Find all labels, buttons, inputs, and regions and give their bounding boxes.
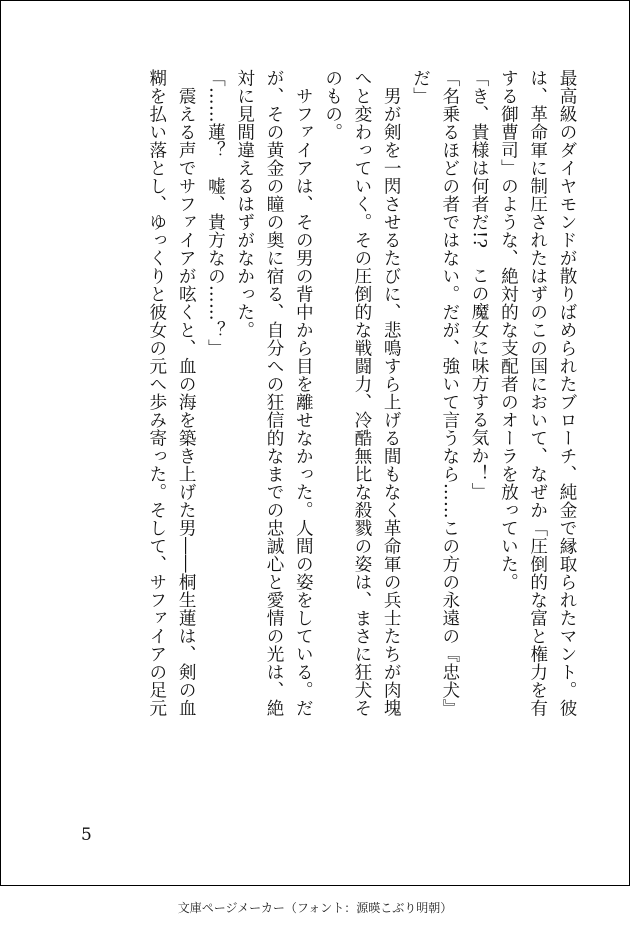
text-line: が、その黄金の瞳の奥に宿る、自分への狂信的なまでの忠誠心と愛情の光は、絶 bbox=[264, 69, 285, 717]
text-line: 最高級のダイヤモンドが散りばめられたブローチ、純金で縁取られたマント。彼 bbox=[557, 69, 577, 717]
text-line: は、革命軍に制圧されたはずのこの国において、なぜか「圧倒的な富と権力を有 bbox=[527, 69, 548, 717]
text-line: 糊を払い落とし、ゆっくりと彼女の元へ歩み寄った。そして、サファイアの足元 bbox=[146, 69, 167, 717]
text-line: 「……蓮？ 嘘、貴方なの……？」 bbox=[205, 69, 226, 357]
text-line: へと変わっていく。その圧倒的な戦闘力、冷酷無比な殺戮の姿は、まさに狂犬そ bbox=[351, 69, 372, 717]
text-line: 「き、貴様は何者だ!? この魔女に味方する気か！」 bbox=[469, 69, 490, 501]
text-line: 男が剣を一閃させるたびに、悲鳴すら上げる間もなく革命軍の兵士たちが肉塊 bbox=[381, 69, 402, 717]
text-line: 震える声でサファイアが呟くと、血の海を築き上げた男――桐生蓮は、剣の血 bbox=[176, 69, 197, 717]
text-line: 「名乗るほどの者ではない。だが、強いて言うなら……この方の永遠の『忠犬』 bbox=[439, 69, 460, 717]
page-number: 5 bbox=[81, 825, 92, 845]
text-line: サファイアは、その男の背中から目を離せなかった。人間の姿をしている。だ bbox=[293, 69, 314, 717]
text-line: のもの。 bbox=[322, 69, 343, 141]
text-line: する御曹司」のような、絶対的な支配者のオーラを放っていた。 bbox=[498, 69, 519, 591]
body-text bbox=[61, 69, 581, 809]
footer-caption: 文庫ページメーカー（フォント：源暎こぶり明朝） bbox=[177, 901, 453, 915]
text-line: 対に見間違えるはずがなかった。 bbox=[234, 69, 255, 339]
text-line: だ」 bbox=[410, 69, 431, 105]
